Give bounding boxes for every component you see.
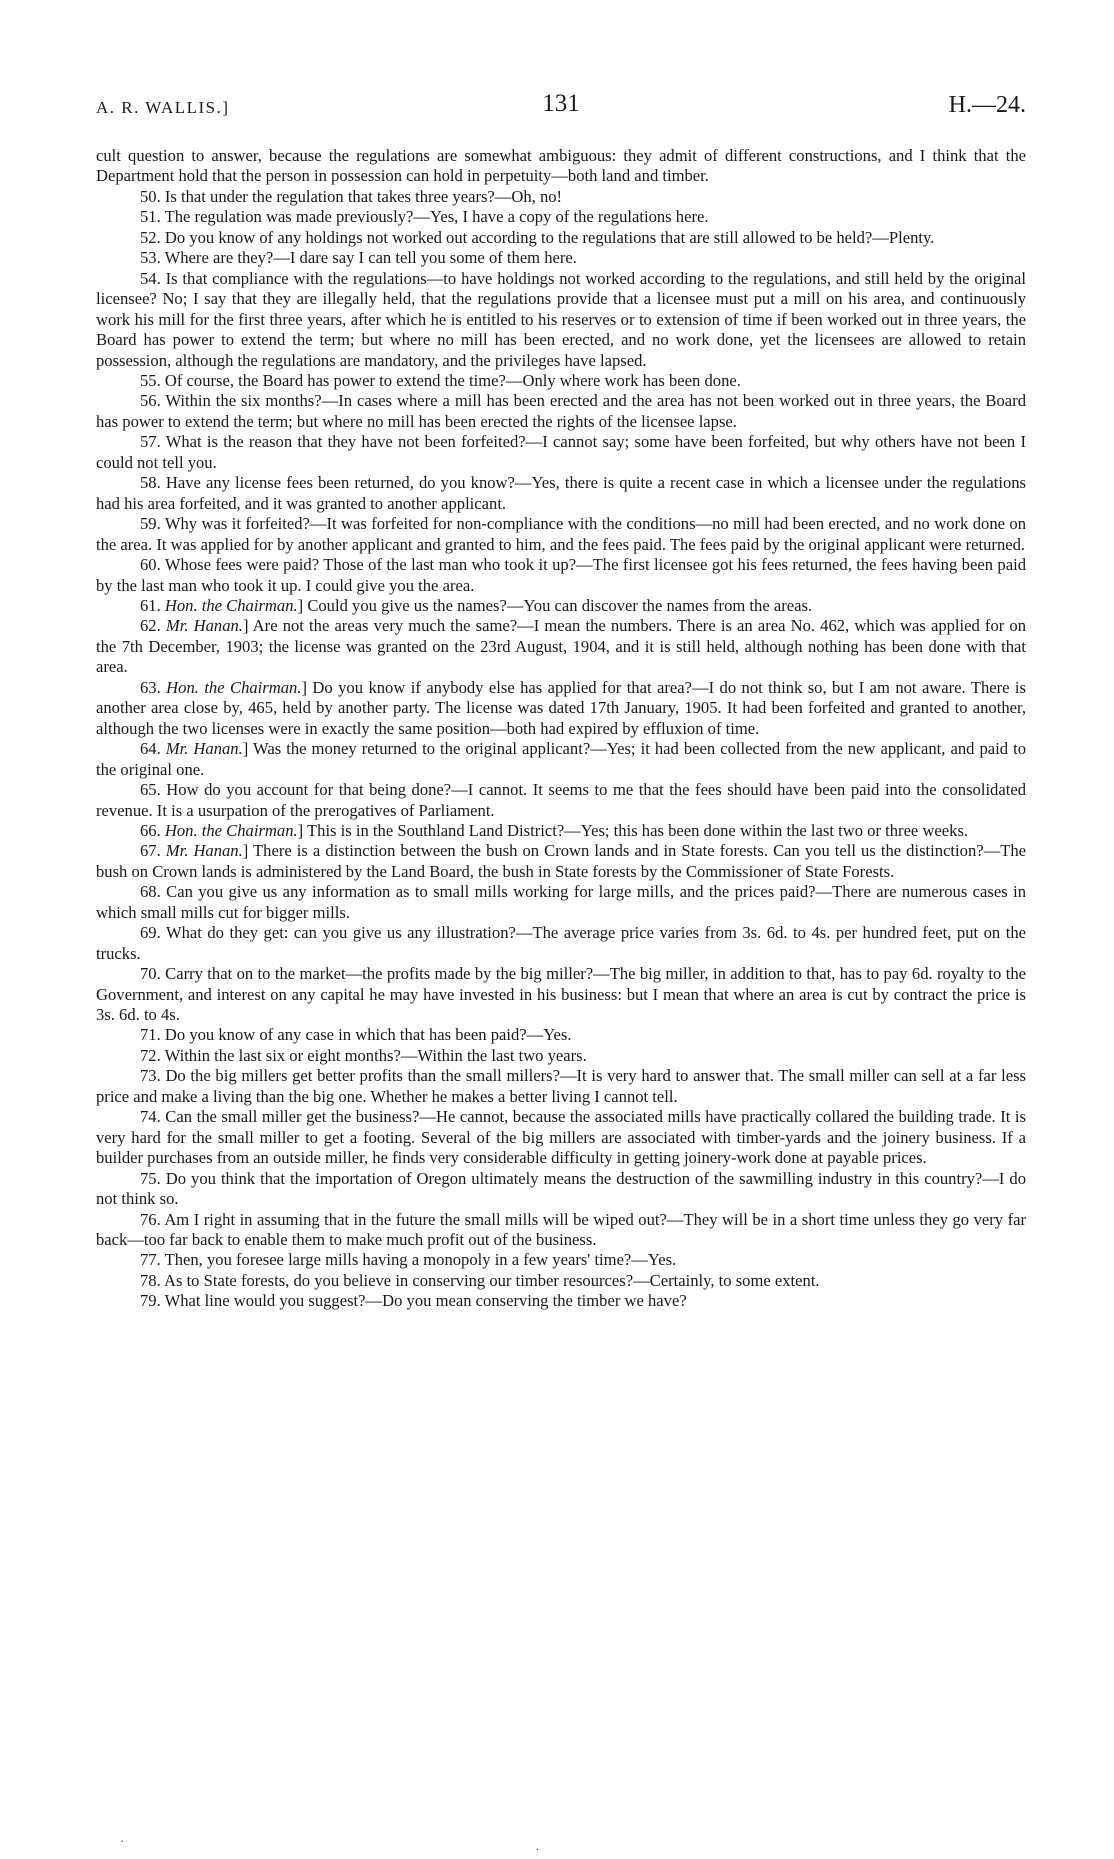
testimony-paragraph [96,146,1026,187]
testimony-paragraph [96,596,1026,616]
paragraph-text: 76. Am I right in assuming that in the future the small mills will be wiped out?—They will be in a short time unless they go very far back—too far back to enable them to make much profit out of the business. [96,1209,1026,1250]
testimony-paragraph [96,269,1026,371]
page-header [96,92,1026,126]
paragraph-text: 55. Of course, the Board has power to extend the time?—Only where work has been done. [140,370,741,390]
testimony-paragraph [96,1066,1026,1107]
testimony-paragraph [96,1271,1026,1291]
testimony-paragraph [96,432,1026,473]
paragraph-text: ] Are not the areas very much the same?—I mean the numbers. There is an area No. 462, which was applied for on the 7th December, 1903; the license was granted on the 23rd August, 1904, and it is still held, although nothing has been done with that area. [96,616,1027,677]
testimony-paragraph [96,187,1026,207]
paragraph-text: 60. Whose fees were paid? Those of the last man who took it up?—The first licensee got his fees returned, the fees having been paid by the last man who took it up. I could give you the area. [96,555,1026,595]
testimony-paragraph [96,780,1026,821]
page-number: 131 [542,90,580,117]
testimony-paragraph [96,473,1026,514]
paragraph-text: 52. Do you know of any holdings not worked out according to the regulations that are still allowed to be held?—Plenty. [140,227,935,247]
paragraph-text: 69. What do they get: can you give us any illustration?—The average price varies from 3s. 6d. to 4s. per hundred feet, put on the trucks. [96,923,1026,963]
paragraph-text: cult question to answer, because the regulations are somewhat ambiguous: they admit of different constructions, and I think that the Department hold that the person in possession can hold in perpetuity—both land and timber. [96,146,1026,186]
testimony-paragraph [96,616,1026,677]
testimony-paragraph [96,739,1026,780]
paragraph-text: 74. Can the small miller get the business?—He cannot, because the associated mills have practically collared the building trade. It is very hard for the small miller to get a footing. Several of the big millers are associated with timber-yards and the joinery business. If a builder purchases from an outside miller, he finds very considerable difficulty in getting joinery-work done at payable prices. [96,1107,1026,1168]
testimony-paragraph [96,821,1026,841]
testimony-paragraph [96,391,1026,432]
scan-speck: · [120,1835,125,1850]
testimony-paragraph [96,841,1026,882]
paragraph-text: 78. As to State forests, do you believe in conserving our timber resources?—Certainly, to some extent. [140,1270,820,1290]
speaker-name: Mr. Hanan. [165,739,243,759]
paragraph-text: 50. Is that under the regulation that takes three years?—Oh, no! [140,186,563,206]
paragraph-text: 54. Is that compliance with the regulations—to have holdings not worked according to the regulations, and still held by the original licensee? No; I say that they are illegally held, that the regulations provide that a licensee must put a mill on his area, and continuously work his mill for the first three years, after which he is entitled to his reserves or to extension of time if been worked out in three years, the Board has power to extend the term; but where no mill has been erected, and no work done, yet the licensees are allowed to retain possession, although the regulations are mandatory, and the privileges have lapsed. [96,268,1026,370]
scan-speck: · [535,1843,540,1858]
paragraph-text: 75. Do you think that the importation of Oregon ultimately means the destruction of the sawmilling industry in this country?—I do not think so. [96,1168,1026,1209]
paragraph-text: 57. What is the reason that they have not been forfeited?—I cannot say; some have been forfeited, but why others have not been I could not tell you. [96,432,1026,472]
testimony-paragraph [96,1291,1026,1311]
testimony-paragraph [96,228,1026,248]
testimony-paragraph [96,1250,1026,1270]
paragraph-text: 59. Why was it forfeited?—It was forfeited for non-compliance with the conditions—no mill had been erected, and no work done on the area. It was applied for by another applicant and granted to him, and the fees paid. The fees paid by the original applicant were returned. [96,514,1026,554]
paragraph-text: 58. Have any license fees been returned, do you know?—Yes, there is quite a recent case in which a licensee under the regulations had his area forfeited, and it was granted to another applicant. [96,473,1026,513]
testimony-paragraph [96,678,1026,739]
testimony-paragraph [96,248,1026,268]
testimony-paragraph [96,371,1026,391]
paragraph-text: 51. The regulation was made previously?—Yes, I have a copy of the regulations here. [140,207,709,227]
speaker-name: Mr. Hanan. [165,841,243,861]
question-number: 67. [140,841,166,861]
paragraph-text: 73. Do the big millers get better profits than the small millers?—It is very hard to answer that. The small miller can sell at a far less price and make a living than the big one. Whether he makes a better living I cannot tell. [96,1066,1026,1106]
testimony-paragraph [96,1169,1026,1210]
question-number: 66. [140,820,165,840]
speaker-name: Mr. Hanan. [165,616,243,636]
testimony-paragraph [96,1046,1026,1066]
paragraph-text: 65. How do you account for that being done?—I cannot. It seems to me that the fees should have been paid into the consolidated revenue. It is a usurpation of the prerogatives of Parliament. [96,780,1026,820]
testimony-paragraph [96,514,1026,555]
question-number: 63. [140,677,167,697]
speaker-name: Hon. the Chairman. [166,677,302,697]
question-number: 62. [140,616,166,636]
paragraph-text: 68. Can you give us any information as to small mills working for large mills, and the prices paid?—There are numerous cases in which small mills cut for bigger mills. [96,882,1026,922]
testimony-paragraph [96,882,1026,923]
testimony-paragraph [96,555,1026,596]
paragraph-text: ] There is a distinction between the bush on Crown lands and in State forests. Can you tell us the distinction?—The bush on Crown lands is administered by the Land Board, the bush in State forests by the Commissioner of State Forests. [96,841,1027,881]
testimony-paragraph [96,1025,1026,1045]
document-body [96,146,1026,1312]
paragraph-text: 71. Do you know of any case in which that has been paid?—Yes. [140,1025,572,1045]
speaker-name: Hon. the Chairman. [164,820,298,840]
paragraph-text: 77. Then, you foresee large mills having a monopoly in a few years' time?—Yes. [140,1250,677,1270]
paragraph-text: 79. What line would you suggest?—Do you mean conserving the timber we have? [140,1291,687,1311]
testimony-paragraph [96,923,1026,964]
paragraph-text: 56. Within the six months?—In cases where a mill has been erected and the area has not been worked out in three years, the Board has power to extend the term; but where no mill has been erected the rights of the licensee lapse. [96,391,1026,431]
testimony-paragraph [96,207,1026,227]
witness-name: A. R. WALLIS.] [96,98,230,117]
document-reference: H.—24. [948,92,1026,118]
question-number: 61. [140,595,165,615]
testimony-paragraph [96,964,1026,1025]
speaker-name: Hon. the Chairman. [164,595,298,615]
testimony-paragraph [96,1107,1026,1168]
paragraph-text: 53. Where are they?—I dare say I can tell you some of them here. [140,248,577,268]
paragraph-text: ] Was the money returned to the original applicant?—Yes; it had been collected from the new applicant, and paid to the original one. [96,739,1027,779]
paragraph-text: ] This is in the Southland Land District?—Yes; this has been done within the last two or three weeks. [297,820,969,840]
paragraph-text: ] Do you know if anybody else has applied for that area?—I do not think so, but I am not aware. There is another area close by, 465, held by another party. The license was dated 17th January, 1905. It had been forfeited and granted to another, although the two licenses were in exactly the same position—both had expired by effluxion of time. [96,677,1027,738]
paragraph-text: ] Could you give us the names?—You can discover the names from the areas. [297,595,813,615]
testimony-paragraph [96,1210,1026,1251]
paragraph-text: 70. Carry that on to the market—the profits made by the big miller?—The big miller, in addition to that, has to pay 6d. royalty to the Government, and interest on any capital he may have invested in his business: but I mean that where an area is cut by contract the price is 3s. 6d. to 4s. [96,964,1026,1025]
question-number: 64. [140,739,166,759]
paragraph-text: 72. Within the last six or eight months?—Within the last two years. [140,1045,587,1065]
